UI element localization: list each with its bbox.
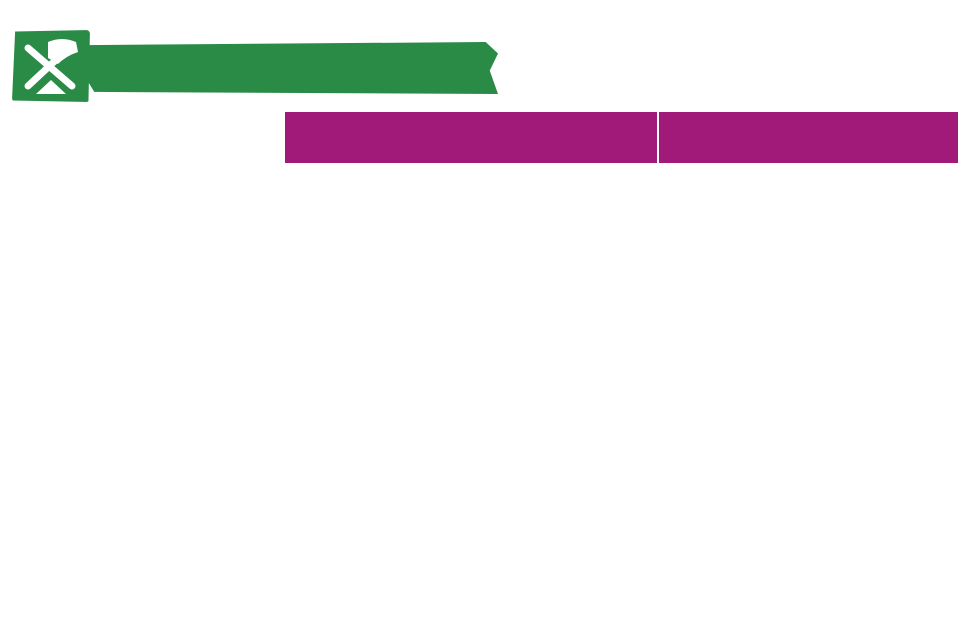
column-header-period-2 xyxy=(659,112,958,163)
recycling-hand-icon xyxy=(12,30,90,102)
banner-stripe xyxy=(86,42,498,94)
column-header-period-1 xyxy=(285,112,657,163)
header-banner xyxy=(12,30,496,102)
